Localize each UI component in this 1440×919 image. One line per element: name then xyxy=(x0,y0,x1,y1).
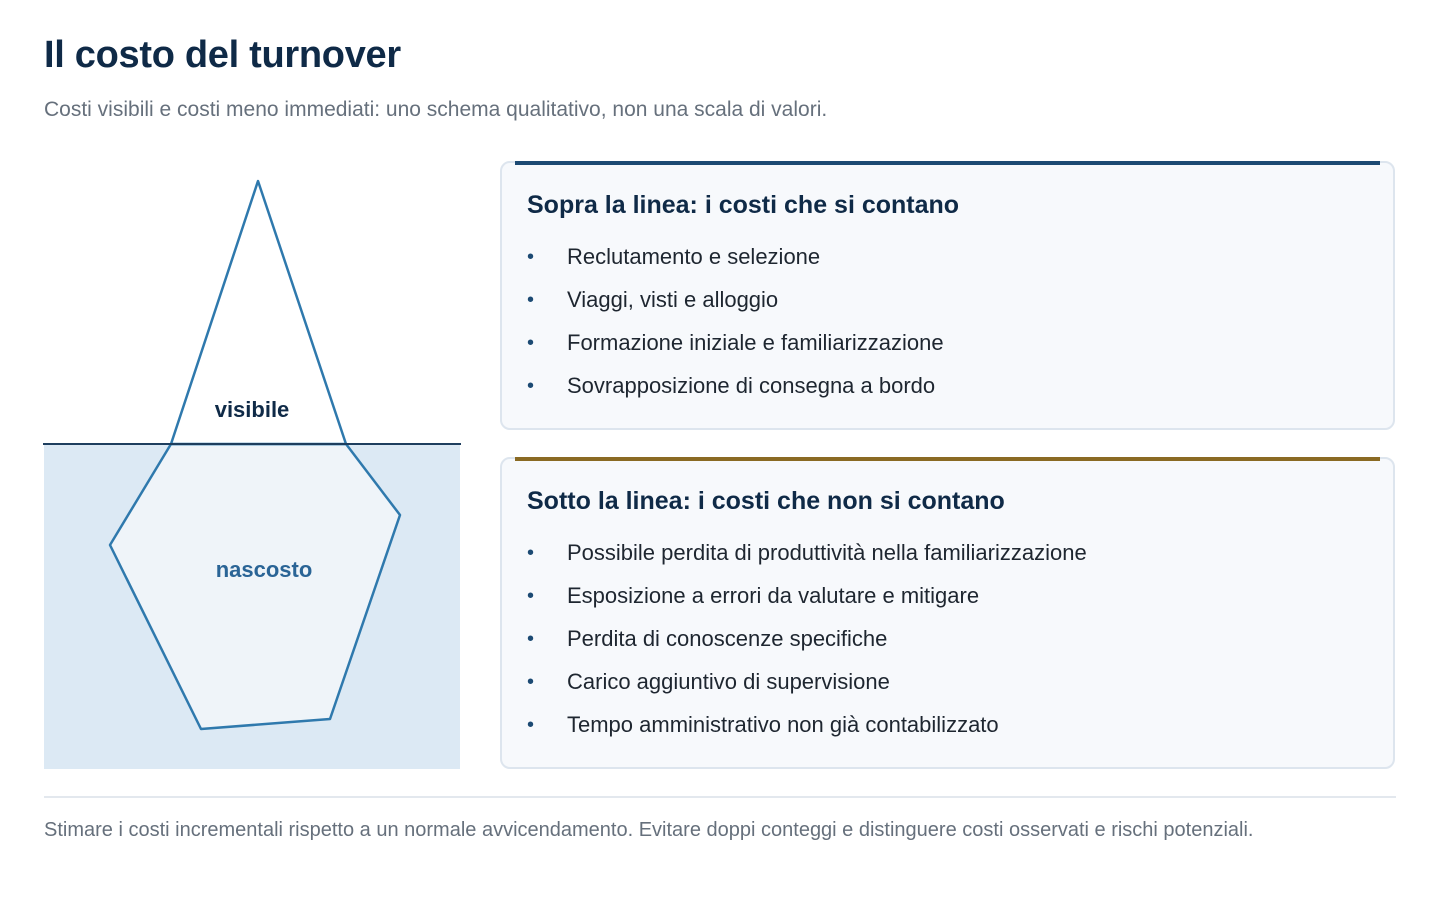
card-below-line xyxy=(500,457,1395,769)
list-item: • Tempo amministrativo non già contabilizzato xyxy=(527,709,1087,752)
footer-divider xyxy=(44,796,1396,798)
list-item: • Formazione iniziale e familiarizzazione xyxy=(527,327,944,370)
card-accent-bar xyxy=(515,457,1380,461)
list-item: • Esposizione a errori da valutare e mitigare xyxy=(527,580,1087,623)
bullet-icon: • xyxy=(527,585,535,607)
cost-list-above xyxy=(527,241,944,413)
card-accent-bar xyxy=(515,161,1380,165)
bullet-icon: • xyxy=(527,375,535,397)
card-title: Sotto la linea: i costi che non si contano xyxy=(527,487,1005,515)
list-item: • Sovrapposizione di consegna a bordo xyxy=(527,370,944,413)
card-above-line xyxy=(500,161,1395,430)
list-item: • Possibile perdita di produttività nella familiarizzazione xyxy=(527,537,1087,580)
page-title: Il costo del turnover xyxy=(44,34,401,76)
bullet-icon: • xyxy=(527,542,535,564)
list-item: • Viaggi, visti e alloggio xyxy=(527,284,944,327)
page-subtitle: Costi visibili e costi meno immediati: uno schema qualitativo, non una scala di valori. xyxy=(44,98,828,121)
hidden-label: nascosto xyxy=(215,557,313,582)
list-item: • Reclutamento e selezione xyxy=(527,241,944,284)
bullet-icon: • xyxy=(527,628,535,650)
list-item: • Carico aggiuntivo di supervisione xyxy=(527,666,1087,709)
bullet-icon: • xyxy=(527,246,535,268)
visible-label: visibile xyxy=(214,397,290,422)
cost-list-below xyxy=(527,537,1087,752)
list-item: • Perdita di conoscenze specifiche xyxy=(527,623,1087,666)
bullet-icon: • xyxy=(527,289,535,311)
bullet-icon: • xyxy=(527,671,535,693)
footer-note: Stimare i costi incrementali rispetto a un normale avvicendamento. Evitare doppi conteggi e distinguere costi osservati e rischi potenziali. xyxy=(44,819,1254,841)
card-title: Sopra la linea: i costi che si contano xyxy=(527,191,960,219)
bullet-icon: • xyxy=(527,332,535,354)
bullet-icon: • xyxy=(527,714,535,736)
iceberg-diagram xyxy=(40,170,464,772)
